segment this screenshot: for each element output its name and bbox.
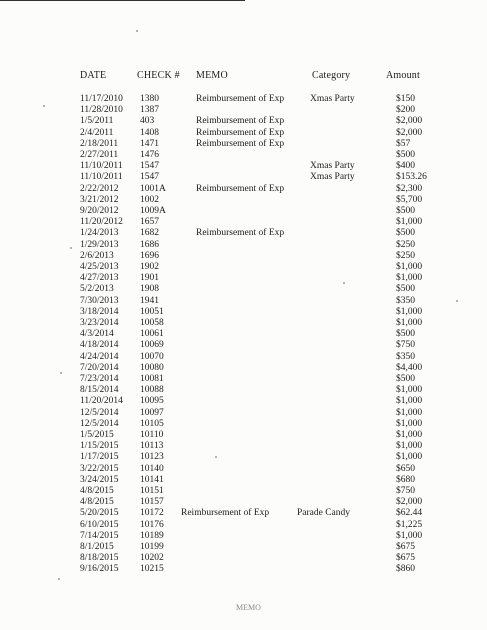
- table-row: [0, 508, 487, 519]
- row-check-number: 10172: [140, 508, 164, 519]
- table-row: [0, 352, 487, 363]
- row-date: 2/6/2013: [80, 250, 114, 261]
- table-row: [0, 217, 487, 228]
- table-row: [0, 150, 487, 161]
- row-date: 4/25/2013: [80, 262, 119, 272]
- table-row: [0, 486, 487, 497]
- row-memo: Reimbursement of Exp: [181, 508, 270, 519]
- row-check-number: 1387: [140, 105, 159, 116]
- row-check-number: 1009A: [140, 206, 166, 216]
- row-amount: $350: [396, 295, 415, 306]
- row-date: 2/27/2011: [80, 150, 119, 160]
- row-check-number: 10088: [140, 385, 164, 396]
- row-date: 4/18/2014: [80, 340, 119, 351]
- row-date: 1/24/2013: [80, 228, 119, 239]
- row-memo: Reimbursement of Exp: [196, 183, 285, 194]
- table-row: [0, 284, 487, 295]
- row-date: 11/20/2014: [80, 396, 123, 407]
- row-check-number: 10097: [140, 407, 164, 418]
- header-check: CHECK #: [137, 70, 180, 81]
- row-check-number: 10070: [140, 351, 164, 362]
- row-date: 8/18/2015: [80, 553, 119, 564]
- row-check-number: 1902: [140, 262, 159, 272]
- table-row: [0, 116, 487, 127]
- row-amount: $1,000: [396, 418, 423, 429]
- row-amount: $750: [396, 340, 415, 351]
- row-amount: $500: [396, 329, 415, 340]
- row-category: Xmas Party: [310, 161, 355, 172]
- row-date: 7/23/2014: [80, 374, 119, 384]
- row-amount: $5,700: [396, 194, 423, 205]
- top-rule: [0, 0, 245, 1]
- row-date: 1/15/2015: [80, 441, 119, 452]
- table-row: [0, 128, 487, 139]
- header-date: DATE: [80, 70, 107, 81]
- row-date: 5/20/2015: [80, 508, 119, 519]
- row-date: 3/24/2015: [80, 474, 119, 485]
- row-amount: $1,000: [396, 262, 423, 272]
- row-date: 12/5/2014: [80, 407, 119, 418]
- table-row: [0, 464, 487, 475]
- row-date: 4/3/2014: [80, 329, 114, 340]
- row-date: 4/8/2015: [80, 486, 114, 496]
- table-row: [0, 374, 487, 385]
- row-memo: Reimbursement of Exp: [196, 116, 285, 127]
- row-check-number: 1002: [140, 194, 159, 205]
- row-date: 12/5/2014: [80, 418, 119, 429]
- row-amount: $500: [396, 284, 415, 295]
- row-amount: $150: [396, 94, 415, 104]
- row-check-number: 1901: [140, 273, 159, 284]
- row-category: Parade Candy: [297, 508, 351, 519]
- row-amount: $1,000: [396, 306, 423, 317]
- row-check-number: 10123: [140, 452, 164, 463]
- row-amount: $675: [396, 553, 415, 564]
- row-date: 1/5/2011: [80, 116, 114, 127]
- row-date: 1/5/2015: [80, 430, 114, 440]
- row-amount: $4,400: [396, 362, 423, 373]
- row-check-number: 10095: [140, 396, 164, 407]
- row-amount: $2,000: [396, 497, 423, 508]
- row-date: 1/29/2013: [80, 239, 119, 250]
- row-date: 7/14/2015: [80, 530, 119, 541]
- table-row: [0, 307, 487, 318]
- row-date: 11/28/2010: [80, 105, 123, 116]
- row-amount: $153.26: [396, 172, 427, 183]
- row-amount: $680: [396, 474, 415, 485]
- row-date: 11/10/2011: [80, 161, 123, 172]
- row-check-number: 10105: [140, 418, 164, 429]
- row-check-number: 1908: [140, 284, 159, 295]
- table-row: [0, 564, 487, 575]
- row-amount: $1,000: [396, 430, 423, 440]
- row-date: 3/21/2012: [80, 194, 119, 205]
- row-check-number: 10151: [140, 486, 164, 496]
- header-category: Category: [312, 70, 351, 81]
- row-check-number: 10199: [140, 542, 164, 552]
- row-check-number: 10202: [140, 553, 164, 564]
- row-amount: $500: [396, 150, 415, 160]
- row-amount: $675: [396, 542, 415, 552]
- row-check-number: 10061: [140, 329, 164, 340]
- table-row: [0, 161, 487, 172]
- row-memo: Reimbursement of Exp: [196, 127, 285, 138]
- row-amount: $2,300: [396, 183, 423, 194]
- header-memo: MEMO: [196, 70, 228, 81]
- table-row: [0, 396, 487, 407]
- row-date: 11/17/2010: [80, 94, 123, 104]
- row-check-number: 10141: [140, 474, 164, 485]
- table-row: [0, 262, 487, 273]
- row-amount: $500: [396, 206, 415, 216]
- row-amount: $1,000: [396, 385, 423, 396]
- row-check-number: 1001A: [140, 183, 166, 194]
- row-date: 4/27/2013: [80, 273, 119, 284]
- table-row: [0, 329, 487, 340]
- row-memo: Reimbursement of Exp: [196, 228, 285, 239]
- table-row: [0, 542, 487, 553]
- row-date: 4/24/2014: [80, 351, 119, 362]
- table-row: [0, 184, 487, 195]
- row-check-number: 10051: [140, 306, 164, 317]
- table-row: [0, 553, 487, 564]
- row-date: 2/22/2012: [80, 183, 119, 194]
- row-amount: $57: [396, 138, 411, 149]
- table-row: [0, 105, 487, 116]
- header-amount: Amount: [386, 70, 420, 81]
- row-check-number: 10069: [140, 340, 164, 351]
- row-amount: $500: [396, 228, 415, 239]
- row-amount: $250: [396, 250, 415, 261]
- row-date: 7/20/2014: [80, 362, 119, 373]
- table-row: [0, 497, 487, 508]
- row-check-number: 10140: [140, 463, 164, 474]
- scan-speck: [343, 282, 345, 284]
- table-row: [0, 385, 487, 396]
- table-row: [0, 419, 487, 430]
- table-row: [0, 228, 487, 239]
- row-category: Xmas Party: [310, 172, 355, 183]
- footer-memo-label: MEMO: [236, 603, 261, 612]
- row-check-number: 1682: [140, 228, 159, 239]
- row-amount: $1,000: [396, 407, 423, 418]
- row-amount: $500: [396, 374, 415, 384]
- row-amount: $1,000: [396, 273, 423, 284]
- table-row: [0, 408, 487, 419]
- row-check-number: 1476: [140, 150, 159, 160]
- row-check-number: 1380: [140, 94, 159, 104]
- scan-speck: [58, 578, 60, 580]
- scan-speck: [456, 300, 458, 302]
- row-amount: $1,000: [396, 452, 423, 463]
- row-date: 4/8/2015: [80, 497, 114, 508]
- row-date: 2/18/2011: [80, 138, 119, 149]
- row-check-number: 1657: [140, 217, 159, 228]
- table-row: [0, 430, 487, 441]
- table-row: [0, 531, 487, 542]
- row-memo: Reimbursement of Exp: [196, 138, 285, 149]
- row-amount: $250: [396, 239, 415, 250]
- row-check-number: 1547: [140, 172, 159, 183]
- row-date: 11/10/2011: [80, 172, 123, 183]
- scan-speck: [43, 105, 45, 107]
- row-amount: $200: [396, 105, 415, 116]
- row-date: 3/23/2014: [80, 318, 119, 328]
- table-row: [0, 363, 487, 374]
- row-amount: $62.44: [396, 508, 423, 519]
- row-amount: $1,000: [396, 396, 423, 407]
- table-row: [0, 296, 487, 307]
- row-check-number: 10110: [140, 430, 164, 440]
- table-row: [0, 475, 487, 486]
- row-amount: $860: [396, 564, 415, 575]
- row-amount: $1,225: [396, 519, 423, 530]
- row-date: 9/20/2012: [80, 206, 119, 216]
- row-amount: $1,000: [396, 318, 423, 328]
- row-date: 2/4/2011: [80, 127, 114, 138]
- row-date: 3/18/2014: [80, 306, 119, 317]
- table-row: [0, 139, 487, 150]
- scan-speck: [60, 372, 62, 374]
- row-check-number: 1686: [140, 239, 159, 250]
- row-date: 6/10/2015: [80, 519, 119, 530]
- row-date: 11/20/2012: [80, 217, 123, 228]
- row-check-number: 10058: [140, 318, 164, 328]
- row-check-number: 1408: [140, 127, 159, 138]
- scan-speck: [215, 456, 217, 458]
- table-row: [0, 273, 487, 284]
- row-date: 9/16/2015: [80, 564, 119, 575]
- row-check-number: 10157: [140, 497, 164, 508]
- row-check-number: 1941: [140, 295, 159, 306]
- row-check-number: 10080: [140, 362, 164, 373]
- row-date: 8/15/2014: [80, 385, 119, 396]
- table-row: [0, 94, 487, 105]
- row-date: 1/17/2015: [80, 452, 119, 463]
- row-amount: $2,000: [396, 116, 423, 127]
- row-date: 8/1/2015: [80, 542, 114, 552]
- row-check-number: 1471: [140, 138, 159, 149]
- row-category: Xmas Party: [310, 94, 355, 104]
- row-amount: $1,000: [396, 217, 423, 228]
- row-check-number: 403: [140, 116, 155, 127]
- table-row: [0, 172, 487, 183]
- row-memo: Reimbursement of Exp: [196, 94, 285, 104]
- row-amount: $1,000: [396, 530, 423, 541]
- row-check-number: 10176: [140, 519, 164, 530]
- table-row: [0, 318, 487, 329]
- table-row: [0, 452, 487, 463]
- scan-speck: [70, 247, 72, 249]
- scan-speck: [136, 30, 138, 32]
- row-amount: $1,000: [396, 441, 423, 452]
- row-check-number: 1696: [140, 250, 159, 261]
- row-check-number: 10113: [140, 441, 164, 452]
- row-date: 5/2/2013: [80, 284, 114, 295]
- table-row: [0, 195, 487, 206]
- row-amount: $400: [396, 161, 415, 172]
- row-check-number: 10215: [140, 564, 164, 575]
- row-amount: $650: [396, 463, 415, 474]
- table-row: [0, 340, 487, 351]
- table-row: [0, 240, 487, 251]
- row-amount: $350: [396, 351, 415, 362]
- row-check-number: 10189: [140, 530, 164, 541]
- row-check-number: 1547: [140, 161, 159, 172]
- table-row: [0, 206, 487, 217]
- row-amount: $750: [396, 486, 415, 496]
- row-date: 3/22/2015: [80, 463, 119, 474]
- row-amount: $2,000: [396, 127, 423, 138]
- table-row: [0, 441, 487, 452]
- table-row: [0, 251, 487, 262]
- table-row: [0, 520, 487, 531]
- row-date: 7/30/2013: [80, 295, 119, 306]
- row-check-number: 10081: [140, 374, 164, 384]
